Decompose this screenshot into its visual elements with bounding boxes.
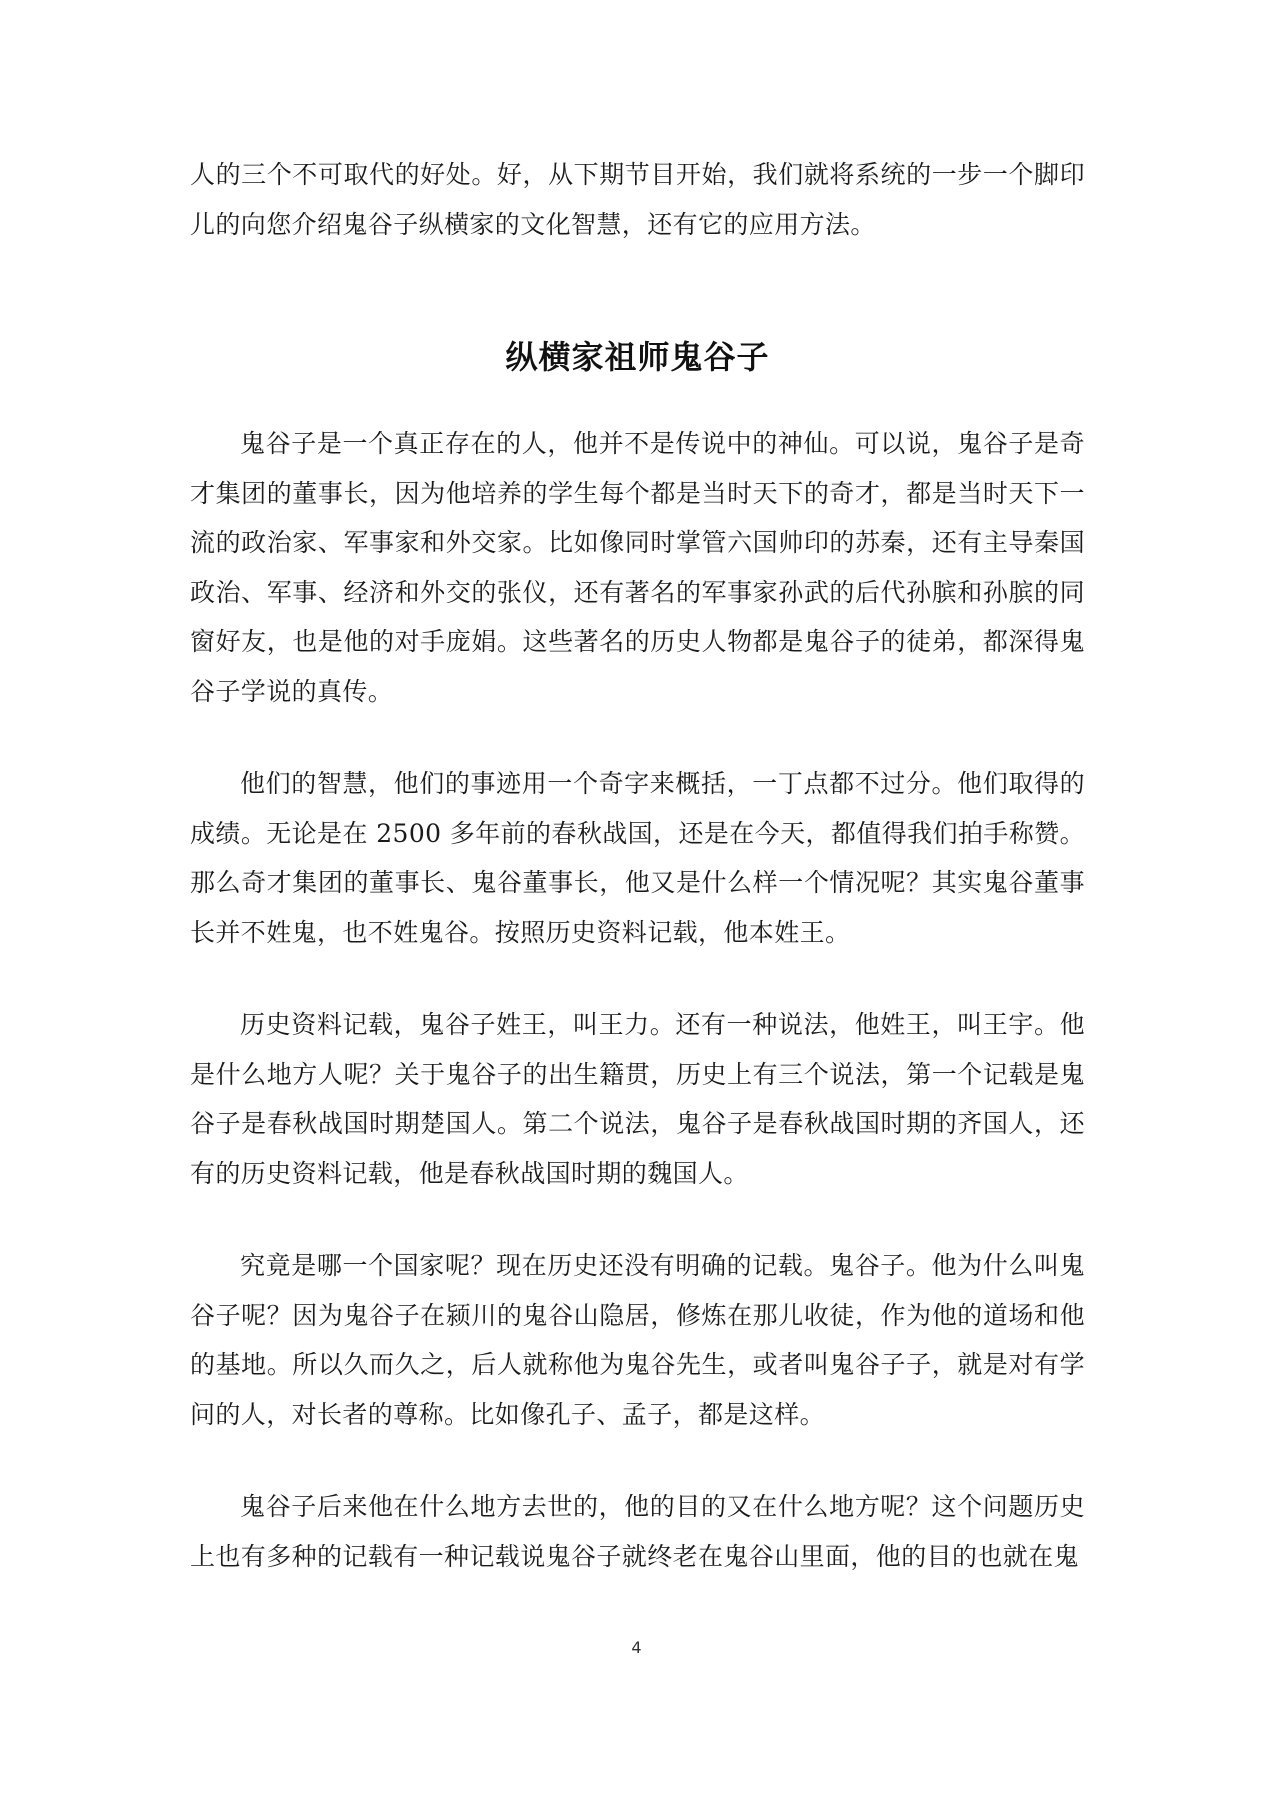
intro-paragraph: 人的三个不可取代的好处。好，从下期节目开始，我们就将系统的一步一个脚印儿的向您介绍鬼谷子纵横家的文化智慧，还有它的应用方法。 xyxy=(190,160,1085,239)
body-paragraph: 历史资料记载，鬼谷子姓王，叫王力。还有一种说法，他姓王，叫王宇。他是什么地方人呢？关于鬼谷子的出生籍贯，历史上有三个说法，第一个记载是鬼谷子是春秋战国时期楚国人。第二个说法，鬼谷子是春秋战国时期的齐国人，还有的历史资料记载，他是春秋战国时期的魏国人。 xyxy=(190,1010,1085,1188)
body-paragraph: 鬼谷子后来他在什么地方去世的，他的目的又在什么地方呢？这个问题历史上也有多种的记载有一种记载说鬼谷子就终老在鬼谷山里面，他的目的也就在鬼 xyxy=(190,1492,1085,1571)
body-paragraph: 鬼谷子是一个真正存在的人，他并不是传说中的神仙。可以说，鬼谷子是奇才集团的董事长，因为他培养的学生每个都是当时天下的奇才，都是当时天下一流的政治家、军事家和外交家。比如像同时掌管六国帅印的苏秦，还有主导秦国政治、军事、经济和外交的张仪，还有著名的军事家孙武的后代孙膑和孙膑的同窗好友，也是他的对手庞娟。这些著名的历史人物都是鬼谷子的徒弟，都深得鬼谷子学说的真传。 xyxy=(190,429,1085,706)
body-paragraph: 究竟是哪一个国家呢？现在历史还没有明确的记载。鬼谷子。他为什么叫鬼谷子呢？因为鬼谷子在颍川的鬼谷山隐居，修炼在那儿收徒，作为他的道场和他的基地。所以久而久之，后人就称他为鬼谷先生，或者叫鬼谷子子，就是对有学问的人，对长者的尊称。比如像孔子、孟子，都是这样。 xyxy=(190,1251,1085,1429)
document-page xyxy=(190,150,1085,1581)
section-title: 纵横家祖师鬼谷子 xyxy=(505,338,770,376)
page-number: 4 xyxy=(631,1638,642,1657)
body-paragraph: 他们的智慧，他们的事迹用一个奇字来概括，一丁点都不过分。他们取得的成绩。无论是在 2500 多年前的春秋战国，还是在今天，都值得我们拍手称赞。那么奇才集团的董事长、鬼谷董事长，他又是什么样一个情况呢？其实鬼谷董事长并不姓鬼，也不姓鬼谷。按照历史资料记载，他本姓王。 xyxy=(190,769,1085,947)
